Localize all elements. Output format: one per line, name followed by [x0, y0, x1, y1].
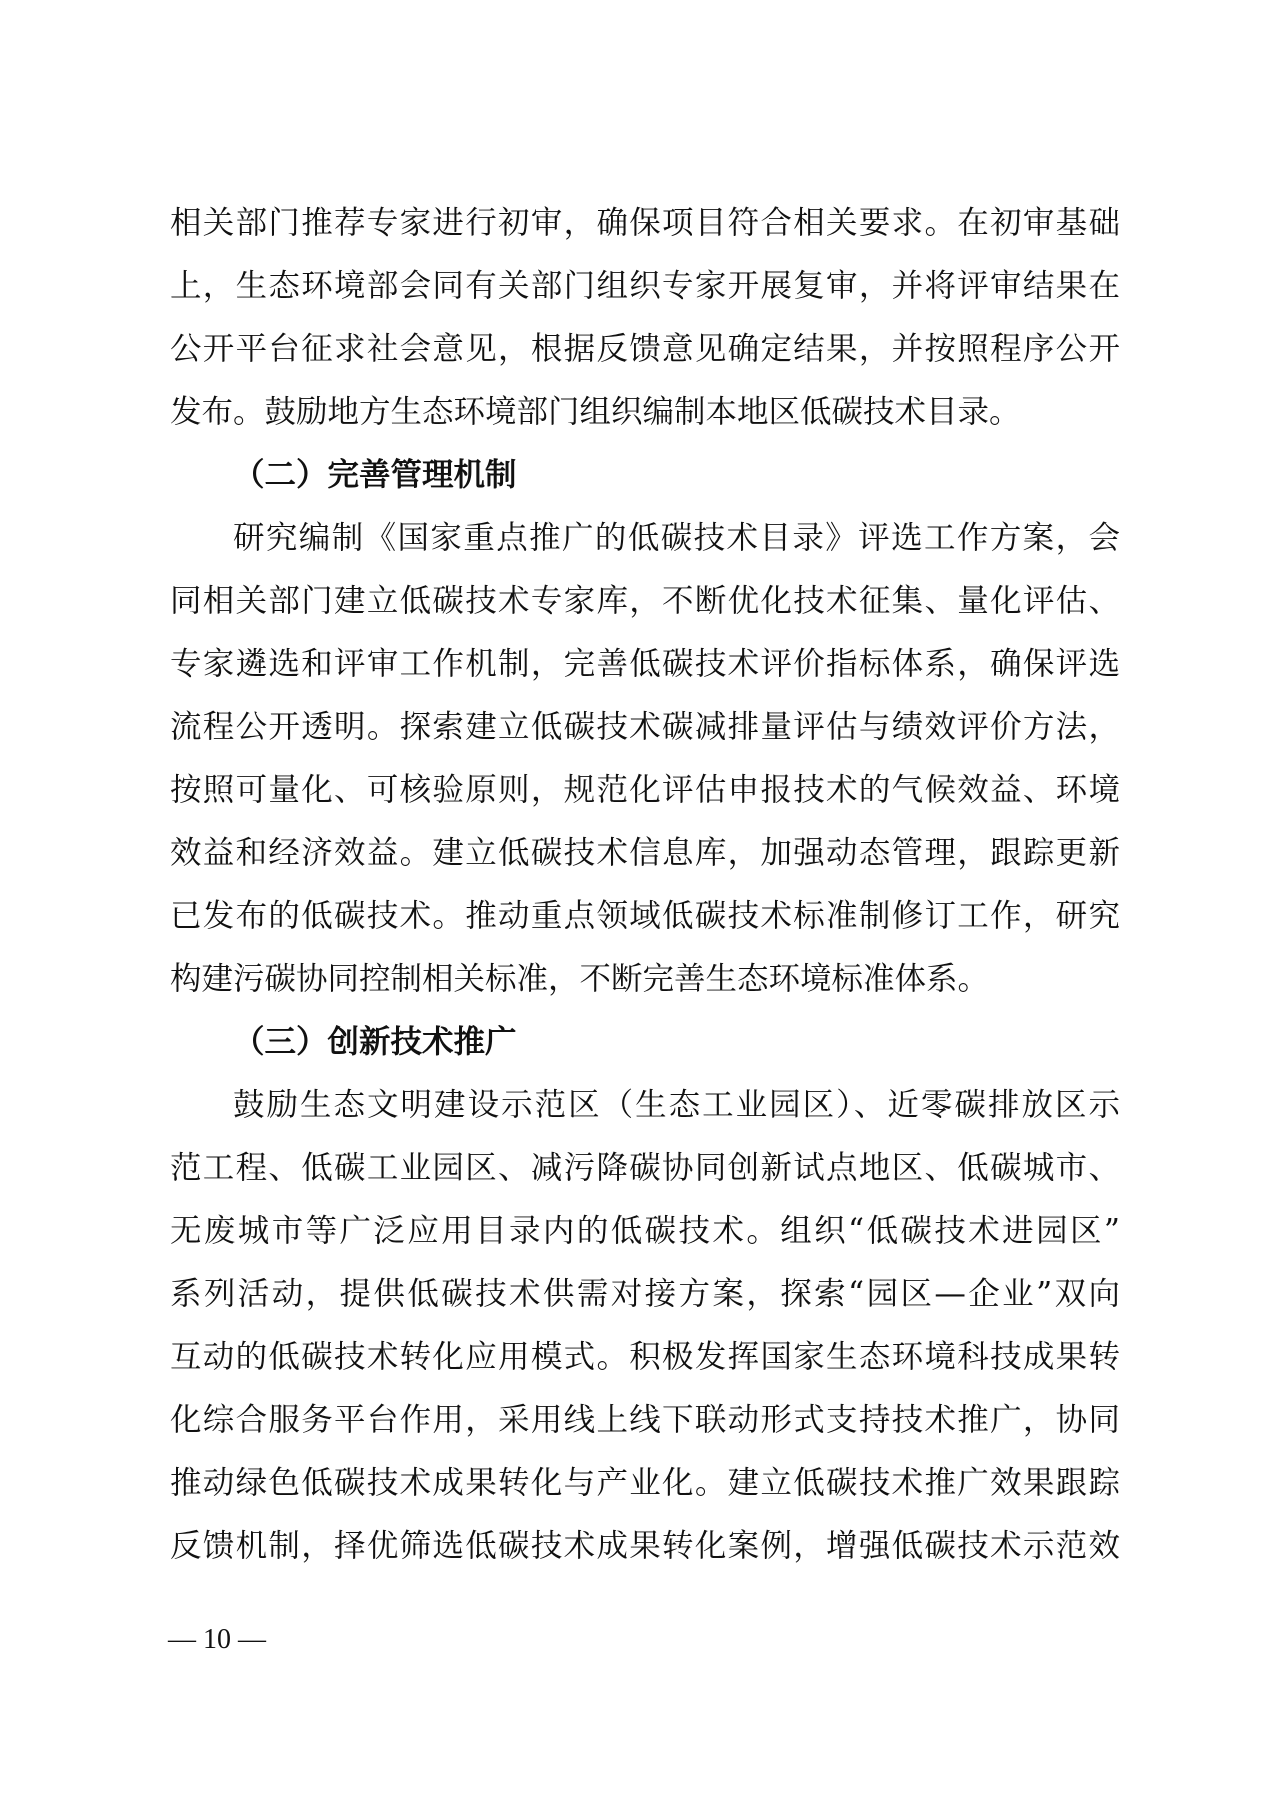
- paragraph-line: 反馈机制，择优筛选低碳技术成果转化案例，增强低碳技术示范效: [170, 1528, 1120, 1564]
- paragraph-line: 相关部门推荐专家进行初审，确保项目符合相关要求。在初审基础: [170, 205, 1120, 241]
- paragraph-line: 已发布的低碳技术。推动重点领域低碳技术标准制修订工作，研究: [170, 898, 1120, 934]
- paragraph-line: 化综合服务平台作用，采用线上线下联动形式支持技术推广，协同: [170, 1402, 1120, 1438]
- paragraph-line: 专家遴选和评审工作机制，完善低碳技术评价指标体系，确保评选: [170, 646, 1120, 682]
- paragraph-line: 流程公开透明。探索建立低碳技术碳减排量评估与绩效评价方法，: [170, 709, 1120, 745]
- paragraph-line: 公开平台征求社会意见，根据反馈意见确定结果，并按照程序公开: [170, 331, 1120, 367]
- page-number: — 10 —: [168, 1624, 266, 1655]
- paragraph-line: 研究编制《国家重点推广的低碳技术目录》评选工作方案，会: [233, 520, 1120, 556]
- section-heading: （二）完善管理机制: [233, 457, 517, 493]
- paragraph-line: 范工程、低碳工业园区、减污降碳协同创新试点地区、低碳城市、: [170, 1150, 1120, 1186]
- paragraph-line: 同相关部门建立低碳技术专家库，不断优化技术征集、量化评估、: [170, 583, 1120, 619]
- paragraph-line: 构建污碳协同控制相关标准，不断完善生态环境标准体系。: [170, 961, 990, 997]
- paragraph-line: 系列活动，提供低碳技术供需对接方案，探索“园区—企业”双向: [170, 1276, 1120, 1312]
- paragraph-line: 推动绿色低碳技术成果转化与产业化。建立低碳技术推广效果跟踪: [170, 1465, 1120, 1501]
- paragraph-line: 无废城市等广泛应用目录内的低碳技术。组织“低碳技术进园区”: [170, 1213, 1120, 1249]
- paragraph-line: 互动的低碳技术转化应用模式。积极发挥国家生态环境科技成果转: [170, 1339, 1120, 1375]
- paragraph-line: 鼓励生态文明建设示范区（生态工业园区）、近零碳排放区示: [233, 1087, 1120, 1123]
- paragraph-line: 按照可量化、可核验原则，规范化评估申报技术的气候效益、环境: [170, 772, 1120, 808]
- paragraph-line: 发布。鼓励地方生态环境部门组织编制本地区低碳技术目录。: [170, 394, 1021, 430]
- paragraph-line: 上，生态环境部会同有关部门组织专家开展复审，并将评审结果在: [170, 268, 1120, 304]
- paragraph-line: 效益和经济效益。建立低碳技术信息库，加强动态管理，跟踪更新: [170, 835, 1120, 871]
- section-heading: （三）创新技术推广: [233, 1024, 517, 1060]
